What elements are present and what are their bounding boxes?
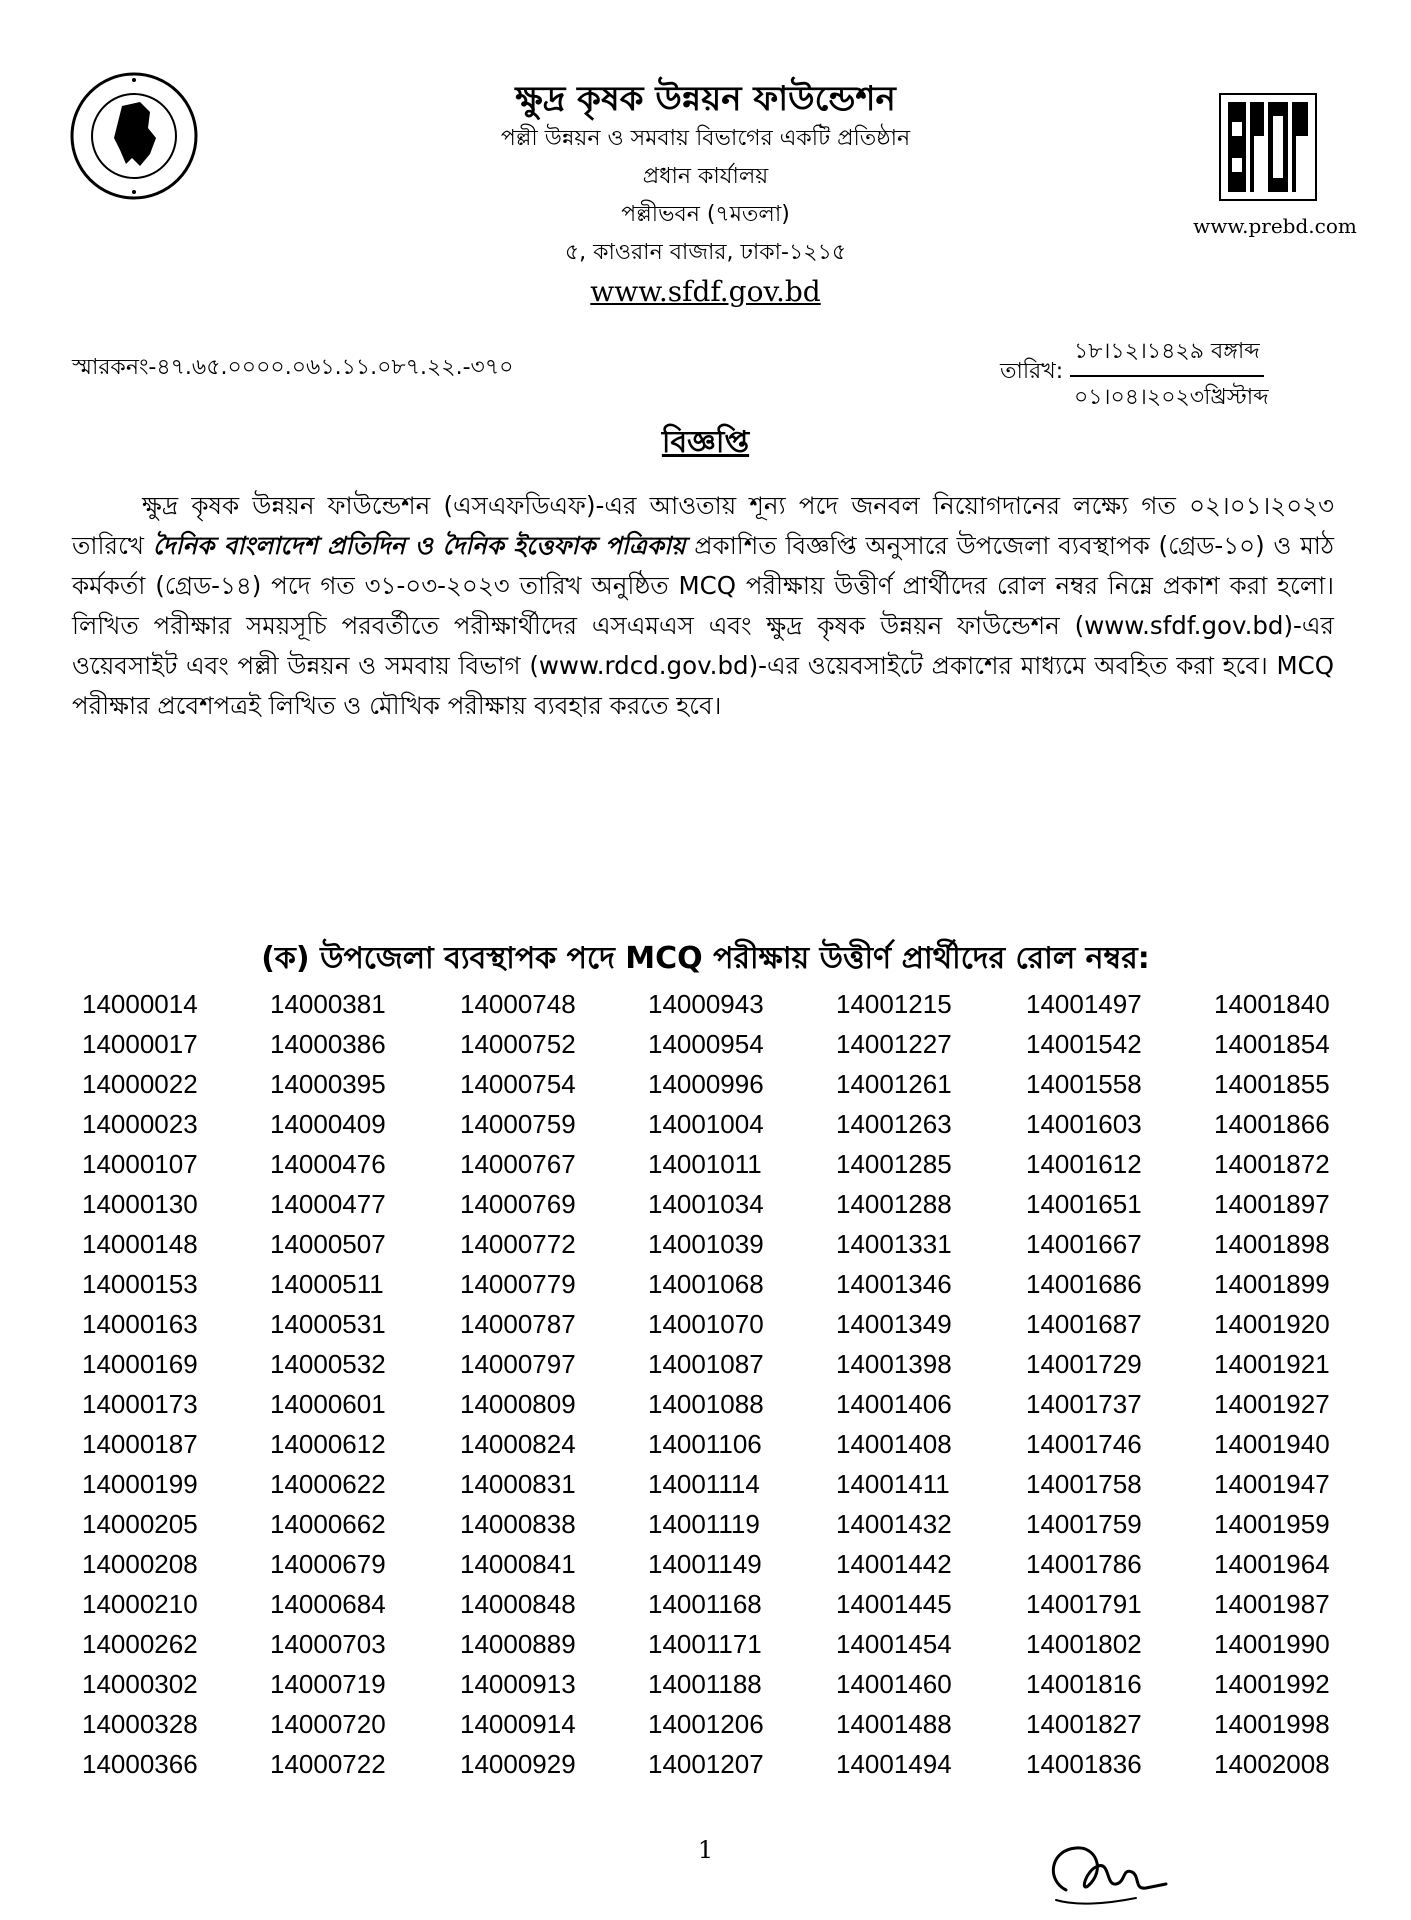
roll-number: 14001603: [1026, 1109, 1142, 1139]
roll-number: 14000913: [460, 1669, 576, 1699]
date-bangla: ১৮।১২।১৪২৯ বঙ্গাব্দ: [1070, 334, 1264, 377]
roll-number: 14001964: [1214, 1549, 1330, 1579]
roll-number: 14000409: [270, 1109, 386, 1139]
organization-name: ক্ষুদ্র কৃষক উন্নয়ন ফাউন্ডেশন: [515, 79, 896, 119]
head-office-line: প্রধান কার্যালয়: [642, 164, 769, 189]
roll-number: 14000169: [82, 1349, 198, 1379]
roll-number: 14000017: [82, 1029, 198, 1059]
roll-column: [1214, 984, 1384, 1784]
roll-number: 14001488: [836, 1709, 952, 1739]
roll-number: 14001920: [1214, 1309, 1330, 1339]
roll-number: 14001737: [1026, 1389, 1142, 1419]
roll-number: 14000841: [460, 1549, 576, 1579]
roll-number: 14001802: [1026, 1629, 1142, 1659]
address-line: ৫, কাওরান বাজার, ঢাকা-১২১৫: [564, 240, 847, 265]
roll-number: 14001408: [836, 1429, 952, 1459]
roll-number: 14001866: [1214, 1109, 1330, 1139]
roll-number: 14001897: [1214, 1189, 1330, 1219]
roll-number: 14001454: [836, 1629, 952, 1659]
date-label: তারিখ:: [1000, 359, 1064, 384]
letterhead: [300, 78, 1111, 312]
roll-number: 14001398: [836, 1349, 952, 1379]
notice-body-part1: ক্ষুদ্র কৃষক উন্নয়ন ফাউন্ডেশন (এসএফডিএফ)-এর আওতায় শূন্য পদে জনবল নিয়োগদানের লক্ষ্যে গত ০২।০১।২০২৩ তারিখে: [72, 491, 1334, 560]
roll-column: [460, 984, 630, 1784]
roll-number: 14001687: [1026, 1309, 1142, 1339]
roll-number: 14001827: [1026, 1709, 1142, 1739]
roll-number: 14001004: [648, 1109, 764, 1139]
roll-number: 14001034: [648, 1189, 764, 1219]
roll-number: 14001927: [1214, 1389, 1330, 1419]
website-link[interactable]: www.sfdf.gov.bd: [590, 275, 821, 308]
sfdf-logo-icon: [1218, 92, 1318, 202]
roll-number: 14001068: [648, 1269, 764, 1299]
roll-column: [82, 984, 252, 1784]
roll-number: 14001791: [1026, 1589, 1142, 1619]
roll-number: 14001899: [1214, 1269, 1330, 1299]
roll-number: 14001285: [836, 1149, 952, 1179]
roll-number: 14000366: [82, 1749, 198, 1779]
roll-number: 14001855: [1214, 1069, 1330, 1099]
roll-number: 14001411: [836, 1469, 950, 1499]
roll-column: [836, 984, 1006, 1784]
roll-number: 14001494: [836, 1749, 952, 1779]
roll-number: 14000022: [82, 1069, 198, 1099]
roll-number: 14000014: [82, 989, 198, 1019]
roll-number: 14000173: [82, 1389, 198, 1419]
roll-number: 14001759: [1026, 1509, 1142, 1539]
roll-number: 14000787: [460, 1309, 576, 1339]
roll-number: 14000752: [460, 1029, 576, 1059]
roll-number: 14000511: [270, 1269, 384, 1299]
roll-number: 14000507: [270, 1229, 386, 1259]
roll-number: 14000720: [270, 1709, 386, 1739]
roll-number: 14001442: [836, 1549, 952, 1579]
roll-number: 14001349: [836, 1309, 952, 1339]
roll-number: 14000612: [270, 1429, 386, 1459]
roll-number: 14000532: [270, 1349, 386, 1379]
roll-column: [270, 984, 440, 1784]
roll-number: 14001331: [836, 1229, 952, 1259]
building-line: পল্লীভবন (৭মতলা): [621, 202, 790, 227]
roll-number: 14001667: [1026, 1229, 1142, 1259]
roll-number: 14001432: [836, 1509, 952, 1539]
roll-column: [648, 984, 818, 1784]
roll-number: 14001921: [1214, 1349, 1330, 1379]
section-heading: (ক) উপজেলা ব্যবস্থাপক পদে MCQ পরীক্ষায় উত্তীর্ণ প্রার্থীদের রোল নম্বর:: [261, 941, 1150, 976]
roll-number: 14000210: [82, 1589, 198, 1619]
government-seal-icon: [70, 72, 198, 200]
notice-title: বিজ্ঞপ্তি: [661, 425, 750, 460]
roll-number: 14000719: [270, 1669, 386, 1699]
roll-number: 14000929: [460, 1749, 576, 1779]
notice-body: [72, 486, 1334, 726]
roll-number: 14001497: [1026, 989, 1142, 1019]
roll-number: 14001651: [1026, 1189, 1142, 1219]
roll-number: 14001207: [648, 1749, 764, 1779]
roll-number: 14000662: [270, 1509, 386, 1539]
roll-number: 14000302: [82, 1669, 198, 1699]
roll-number: 14001898: [1214, 1229, 1330, 1259]
roll-number: 14001227: [836, 1029, 952, 1059]
roll-number: 14001758: [1026, 1469, 1142, 1499]
roll-number: 14000779: [460, 1269, 576, 1299]
roll-number: 14001816: [1026, 1669, 1142, 1699]
roll-number: 14000848: [460, 1589, 576, 1619]
roll-number: 14001990: [1214, 1629, 1330, 1659]
roll-number: 14001840: [1214, 989, 1330, 1019]
roll-number: 14000205: [82, 1509, 198, 1539]
roll-number: 14001987: [1214, 1589, 1330, 1619]
roll-number: 14000395: [270, 1069, 386, 1099]
roll-number: 14000601: [270, 1389, 386, 1419]
roll-number: 14000476: [270, 1149, 386, 1179]
roll-number: 14000748: [460, 989, 576, 1019]
roll-number: 14001263: [836, 1109, 952, 1139]
roll-number: 14000824: [460, 1429, 576, 1459]
roll-number: 14000187: [82, 1429, 198, 1459]
signature-icon: [1036, 1830, 1176, 1910]
roll-number: 14001261: [836, 1069, 952, 1099]
roll-number: 14001558: [1026, 1069, 1142, 1099]
roll-number: 14000130: [82, 1189, 198, 1219]
roll-number: 14000328: [82, 1709, 198, 1739]
roll-number: 14000163: [82, 1309, 198, 1339]
roll-number: 14001959: [1214, 1509, 1330, 1539]
memo-number: স্মারকনং-৪৭.৬৫.০০০০.০৬১.১১.০৮৭.২২.-৩৭০: [72, 355, 514, 380]
roll-number: 14001215: [836, 989, 952, 1019]
roll-number: 14001346: [836, 1269, 952, 1299]
roll-number: 14000943: [648, 989, 764, 1019]
date-english: ০১।০৪।২০২৩খ্রিস্টাব্দ: [1074, 385, 1269, 410]
logo-caption: www.prebd.com: [1193, 214, 1357, 238]
roll-number: 14000531: [270, 1309, 386, 1339]
roll-number: 14001872: [1214, 1149, 1330, 1179]
roll-number: 14001746: [1026, 1429, 1142, 1459]
roll-number: 14000831: [460, 1469, 576, 1499]
parent-division-line: পল্লী উন্নয়ন ও সমবায় বিভাগের একটি প্রতিষ্ঠান: [500, 126, 911, 151]
roll-number: 14000889: [460, 1629, 576, 1659]
roll-number: 14001119: [648, 1509, 760, 1539]
roll-number: 14001786: [1026, 1549, 1142, 1579]
roll-number: 14000838: [460, 1509, 576, 1539]
roll-number: 14001998: [1214, 1709, 1330, 1739]
roll-number: 14000703: [270, 1629, 386, 1659]
roll-number: 14000954: [648, 1029, 764, 1059]
roll-number: 14001171: [648, 1629, 762, 1659]
roll-number: 14001206: [648, 1709, 764, 1739]
roll-number: 14000199: [82, 1469, 198, 1499]
roll-number: 14000797: [460, 1349, 576, 1379]
roll-number: 14001114: [648, 1469, 760, 1499]
roll-number: 14000153: [82, 1269, 198, 1299]
roll-number: 14000477: [270, 1189, 386, 1219]
roll-number: 14002008: [1214, 1749, 1330, 1779]
roll-number: 14001729: [1026, 1349, 1142, 1379]
roll-number: 14001070: [648, 1309, 764, 1339]
roll-number: 14001460: [836, 1669, 952, 1699]
roll-number: 14000023: [82, 1109, 198, 1139]
roll-number: 14001445: [836, 1589, 952, 1619]
roll-number: 14001039: [648, 1229, 764, 1259]
notice-body-part2: প্রকাশিত বিজ্ঞপ্তি অনুসারে উপজেলা ব্যবস্থাপক (গ্রেড-১০) ও মাঠ কর্মকর্তা (গ্রেড-১৪) পদে গত ৩১-০৩-২০২৩ তারিখ অনুষ্ঠিত MCQ পরীক্ষায় উত্তীর্ণ প্রার্থীদের রোল নম্বর নিম্নে প্রকাশ করা হলো। লিখিত পরীক্ষার সময়সূচি পরবর্তীতে পরীক্ষার্থীদের এসএমএস এবং ক্ষুদ্র কৃষক উন্নয়ন ফাউন্ডেশন (www.sfdf.gov.bd)-এর ওয়েবসাইট এবং পল্লী উন্নয়ন ও সমবায় বিভাগ (www.rdcd.gov.bd)-এর ওয়েবসাইটে প্রকাশের মাধ্যমে অবহিত করা হবে। MCQ পরীক্ষার প্রবেশপত্রই লিখিত ও মৌখিক পরীক্ষায় ব্যবহার করতে হবে।: [72, 531, 1335, 720]
roll-number: 14000722: [270, 1749, 386, 1779]
roll-number: 14000386: [270, 1029, 386, 1059]
roll-column: [1026, 984, 1196, 1784]
roll-number: 14001106: [648, 1429, 762, 1459]
roll-number: 14001854: [1214, 1029, 1330, 1059]
roll-number: 14000769: [460, 1189, 576, 1219]
roll-number: 14001406: [836, 1389, 952, 1419]
roll-number: 14000148: [82, 1229, 198, 1259]
roll-number: 14000767: [460, 1149, 576, 1179]
roll-number: 14000381: [270, 989, 386, 1019]
roll-number: 14001011: [648, 1149, 762, 1179]
roll-number: 14001188: [648, 1669, 762, 1699]
roll-number: 14001088: [648, 1389, 764, 1419]
roll-number: 14000679: [270, 1549, 386, 1579]
roll-number: 14001168: [648, 1589, 762, 1619]
roll-number: 14001686: [1026, 1269, 1142, 1299]
roll-number: 14001836: [1026, 1749, 1142, 1779]
roll-number: 14000684: [270, 1589, 386, 1619]
page-number: 1: [697, 1836, 714, 1864]
roll-number: 14000809: [460, 1389, 576, 1419]
roll-number: 14000772: [460, 1229, 576, 1259]
roll-number: 14000262: [82, 1629, 198, 1659]
roll-number: 14000759: [460, 1109, 576, 1139]
roll-number: 14000208: [82, 1549, 198, 1579]
roll-number: 14000107: [82, 1149, 198, 1179]
roll-number: 14001149: [648, 1549, 762, 1579]
roll-number: 14001288: [836, 1189, 952, 1219]
roll-number: 14000622: [270, 1469, 386, 1499]
roll-number: 14001087: [648, 1349, 764, 1379]
roll-number: 14001992: [1214, 1669, 1330, 1699]
roll-number: 14001612: [1026, 1149, 1142, 1179]
roll-number: 14001947: [1214, 1469, 1330, 1499]
newspaper-names: দৈনিক বাংলাদেশ প্রতিদিন ও দৈনিক ইত্তেফাক পত্রিকায়: [152, 531, 686, 560]
roll-number: 14001542: [1026, 1029, 1142, 1059]
roll-number: 14000754: [460, 1069, 576, 1099]
roll-number: 14001940: [1214, 1429, 1330, 1459]
roll-number: 14000914: [460, 1709, 576, 1739]
roll-number: 14000996: [648, 1069, 764, 1099]
